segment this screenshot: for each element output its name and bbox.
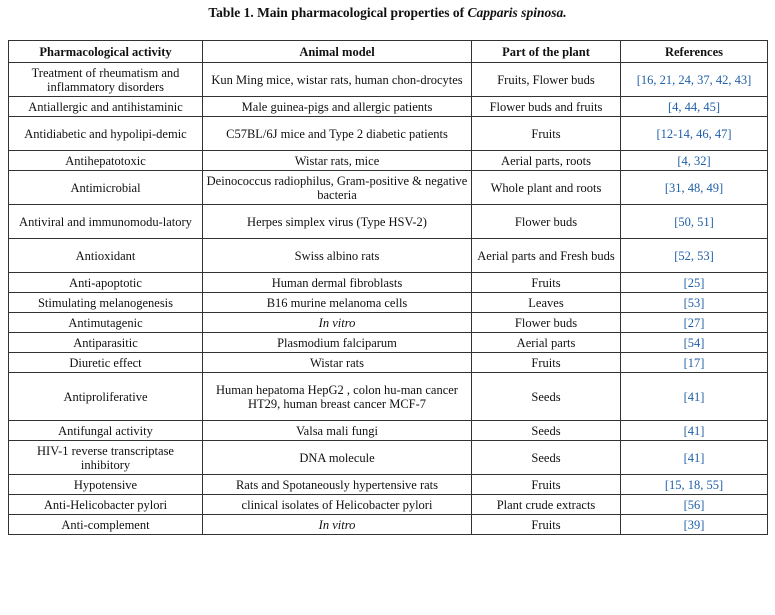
cell-model: Wistar rats (203, 353, 472, 373)
table-row (9, 441, 768, 475)
table-row (9, 117, 768, 151)
cell-model: Rats and Spotaneously hypertensive rats (203, 475, 472, 495)
cell-part: Fruits (472, 353, 621, 373)
cell-part: Flower buds (472, 205, 621, 239)
cell-references: [41] (621, 441, 768, 475)
cell-references: [41] (621, 373, 768, 421)
cell-references: [54] (621, 333, 768, 353)
caption-text: Table 1. Main pharmacological properties of (208, 5, 465, 20)
cell-part: Flower buds and fruits (472, 97, 621, 117)
cell-activity: Anti-complement (9, 515, 203, 535)
table-row (9, 273, 768, 293)
cell-references: [27] (621, 313, 768, 333)
cell-model: Deinococcus radiophilus, Gram-positive & negative bacteria (203, 171, 472, 205)
cell-model: DNA molecule (203, 441, 472, 475)
cell-references: [17] (621, 353, 768, 373)
cell-references: [4, 44, 45] (621, 97, 768, 117)
cell-references: [50, 51] (621, 205, 768, 239)
cell-activity: Diuretic effect (9, 353, 203, 373)
table-row (9, 97, 768, 117)
cell-model: Swiss albino rats (203, 239, 472, 273)
cell-activity: Antimicrobial (9, 171, 203, 205)
cell-part: Leaves (472, 293, 621, 313)
cell-activity: Antifungal activity (9, 421, 203, 441)
cell-part: Aerial parts and Fresh buds (472, 239, 621, 273)
cell-activity: Antiparasitic (9, 333, 203, 353)
cell-activity: HIV-1 reverse transcriptase inhibitory (9, 441, 203, 475)
cell-references: [4, 32] (621, 151, 768, 171)
table-row (9, 313, 768, 333)
cell-part: Aerial parts, roots (472, 151, 621, 171)
cell-activity: Antihepatotoxic (9, 151, 203, 171)
table-row (9, 171, 768, 205)
table-row (9, 239, 768, 273)
cell-references: [53] (621, 293, 768, 313)
cell-model: Human hepatoma HepG2 , colon hu-man cancer HT29, human breast cancer MCF-7 (203, 373, 472, 421)
cell-references: [31, 48, 49] (621, 171, 768, 205)
header-activity: Pharmacological activity (9, 41, 203, 63)
cell-references: [56] (621, 495, 768, 515)
table-row (9, 353, 768, 373)
cell-activity: Antimutagenic (9, 313, 203, 333)
cell-model: Plasmodium falciparum (203, 333, 472, 353)
cell-model: Wistar rats, mice (203, 151, 472, 171)
cell-activity: Treatment of rheumatism and inflammatory disorders (9, 63, 203, 97)
table-row (9, 205, 768, 239)
table-row (9, 293, 768, 313)
cell-activity: Stimulating melanogenesis (9, 293, 203, 313)
cell-model: clinical isolates of Helicobacter pylori (203, 495, 472, 515)
table-row (9, 373, 768, 421)
cell-model: Valsa mali fungi (203, 421, 472, 441)
cell-activity: Antiviral and immunomodu-latory (9, 205, 203, 239)
cell-activity: Antidiabetic and hypolipi-demic (9, 117, 203, 151)
cell-references: [39] (621, 515, 768, 535)
cell-model: Kun Ming mice, wistar rats, human chon-drocytes (203, 63, 472, 97)
header-references: References (621, 41, 768, 63)
table-row (9, 421, 768, 441)
cell-references: [12-14, 46, 47] (621, 117, 768, 151)
cell-references: [15, 18, 55] (621, 475, 768, 495)
cell-activity: Hypotensive (9, 475, 203, 495)
cell-model: Human dermal fibroblasts (203, 273, 472, 293)
cell-part: Whole plant and roots (472, 171, 621, 205)
cell-part: Fruits (472, 475, 621, 495)
cell-part: Fruits (472, 117, 621, 151)
table-row (9, 475, 768, 495)
cell-references: [41] (621, 421, 768, 441)
cell-model: B16 murine melanoma cells (203, 293, 472, 313)
header-row (9, 41, 768, 63)
cell-references: [25] (621, 273, 768, 293)
cell-part: Aerial parts (472, 333, 621, 353)
table-row (9, 515, 768, 535)
cell-part: Plant crude extracts (472, 495, 621, 515)
header-model: Animal model (203, 41, 472, 63)
cell-part: Seeds (472, 421, 621, 441)
header-part: Part of the plant (472, 41, 621, 63)
cell-part: Fruits, Flower buds (472, 63, 621, 97)
table-row (9, 151, 768, 171)
table-row (9, 333, 768, 353)
caption-species: Capparis spinosa. (467, 5, 567, 20)
cell-part: Fruits (472, 273, 621, 293)
cell-model: In vitro (203, 515, 472, 535)
cell-part: Seeds (472, 373, 621, 421)
cell-activity: Antioxidant (9, 239, 203, 273)
cell-model: Male guinea-pigs and allergic patients (203, 97, 472, 117)
cell-activity: Antiproliferative (9, 373, 203, 421)
cell-references: [16, 21, 24, 37, 42, 43] (621, 63, 768, 97)
cell-part: Fruits (472, 515, 621, 535)
cell-model: C57BL/6J mice and Type 2 diabetic patients (203, 117, 472, 151)
cell-references: [52, 53] (621, 239, 768, 273)
cell-part: Seeds (472, 441, 621, 475)
table-row (9, 495, 768, 515)
table-row (9, 63, 768, 97)
pharmacology-table (8, 40, 768, 535)
cell-model: Herpes simplex virus (Type HSV-2) (203, 205, 472, 239)
table-caption (0, 5, 775, 21)
table-body (9, 63, 768, 535)
cell-activity: Anti-apoptotic (9, 273, 203, 293)
cell-activity: Antiallergic and antihistaminic (9, 97, 203, 117)
cell-model: In vitro (203, 313, 472, 333)
cell-part: Flower buds (472, 313, 621, 333)
cell-activity: Anti-Helicobacter pylori (9, 495, 203, 515)
